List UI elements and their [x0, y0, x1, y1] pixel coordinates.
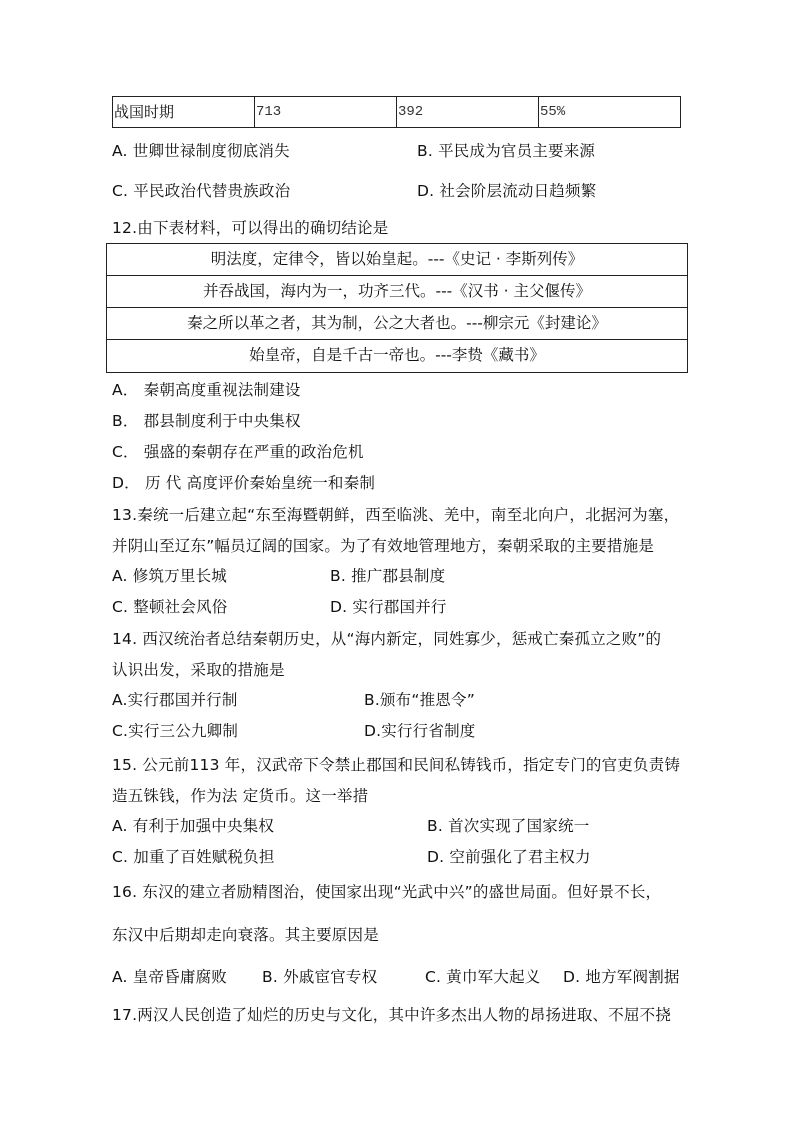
q16-option-c: C. 黄巾军大起义 [425, 968, 541, 986]
q11-option-d: D. 社会阶层流动日趋频繁 [417, 182, 597, 200]
q11-table-cell-period: 战国时期 [113, 97, 255, 127]
q16-option-b: B. 外戚宦官专权 [262, 968, 378, 986]
q14-option-d: D.实行行省制度 [364, 722, 476, 740]
q16-stem-line1: 16. 东汉的建立者励精图治，使国家出现“光武中兴”的盛世局面。但好景不长， [112, 883, 662, 901]
q12-quote-row: 并吞战国，海内为一，功齐三代。---《汉书 · 主父偃传》 [107, 276, 687, 308]
q13-option-d: D. 实行郡国并行 [330, 598, 447, 616]
q12-option-d: D． 历 代 高度评价秦始皇统一和秦制 [112, 474, 376, 492]
q14-option-a: A.实行郡国并行制 [112, 691, 238, 709]
q15-stem-line2: 造五铢钱，作为法 定货币。这一举措 [112, 787, 369, 805]
q16-stem-line2: 东汉中后期却走向衰落。其主要原因是 [112, 926, 379, 944]
q13-option-a: A. 修筑万里长城 [112, 567, 227, 585]
q11-table-cell-total: 713 [255, 97, 397, 127]
q16-option-a: A. 皇帝昏庸腐败 [112, 968, 227, 986]
q12-option-b: B． 郡县制度利于中央集权 [112, 412, 301, 430]
q11-option-b: B. 平民成为官员主要来源 [417, 142, 596, 160]
q14-option-c: C.实行三公九卿制 [112, 722, 239, 740]
q11-table [112, 96, 681, 128]
q13-stem-line2: 并阴山至辽东”幅员辽阔的国家。为了有效地管理地方，秦朝采取的主要措施是 [112, 537, 655, 555]
q15-stem-line1: 15. 公元前113 年，汉武帝下令禁止郡国和民间私铸钱币，指定专门的官吏负责铸 [112, 756, 681, 774]
q16-option-d: D. 地方军阀割据 [563, 968, 680, 986]
q13-stem-line1: 13.秦统一后建立起“东至海暨朝鲜，西至临洮、羌中，南至北向户，北据河为塞， [112, 506, 680, 524]
q14-stem-line1: 14. 西汉统治者总结秦朝历史，从“海内新定，同姓寡少，惩戒亡秦孤立之败”的 [112, 630, 662, 648]
q12-quote-row: 秦之所以革之者，其为制，公之大者也。---柳宗元《封建论》 [107, 308, 687, 340]
q12-quote-table [106, 243, 688, 373]
q13-option-b: B. 推广郡县制度 [330, 567, 446, 585]
q12-option-c: C． 强盛的秦朝存在严重的政治危机 [112, 443, 364, 461]
q13-option-c: C. 整顿社会风俗 [112, 598, 228, 616]
q11-table-cell-commoners: 392 [397, 97, 539, 127]
q12-option-a: A． 秦朝高度重视法制建设 [112, 381, 301, 399]
q15-option-d: D. 空前强化了君主权力 [427, 848, 591, 866]
q15-option-b: B. 首次实现了国家统一 [427, 817, 590, 835]
q11-option-c: C. 平民政治代替贵族政治 [112, 182, 291, 200]
q12-quote-row: 始皇帝，自是千古一帝也。---李贽《藏书》 [249, 346, 545, 364]
q14-option-b: B.颁布“推恩令” [364, 691, 475, 709]
q14-stem-line2: 认识出发，采取的措施是 [112, 661, 285, 679]
q11-option-a: A. 世卿世禄制度彻底消失 [112, 142, 290, 160]
q15-option-a: A. 有利于加强中央集权 [112, 817, 275, 835]
q12-stem: 12.由下表材料，可以得出的确切结论是 [112, 219, 389, 237]
q12-quote-row: 明法度，定律令，皆以始皇起。---《史记 · 李斯列传》 [107, 244, 687, 276]
q11-table-cell-percent: 55% [540, 104, 566, 120]
q15-option-c: C. 加重了百姓赋税负担 [112, 848, 275, 866]
q17-stem-line1: 17.两汉人民创造了灿烂的历史与文化，其中许多杰出人物的昂扬进取、不屈不挠 [112, 1006, 672, 1024]
